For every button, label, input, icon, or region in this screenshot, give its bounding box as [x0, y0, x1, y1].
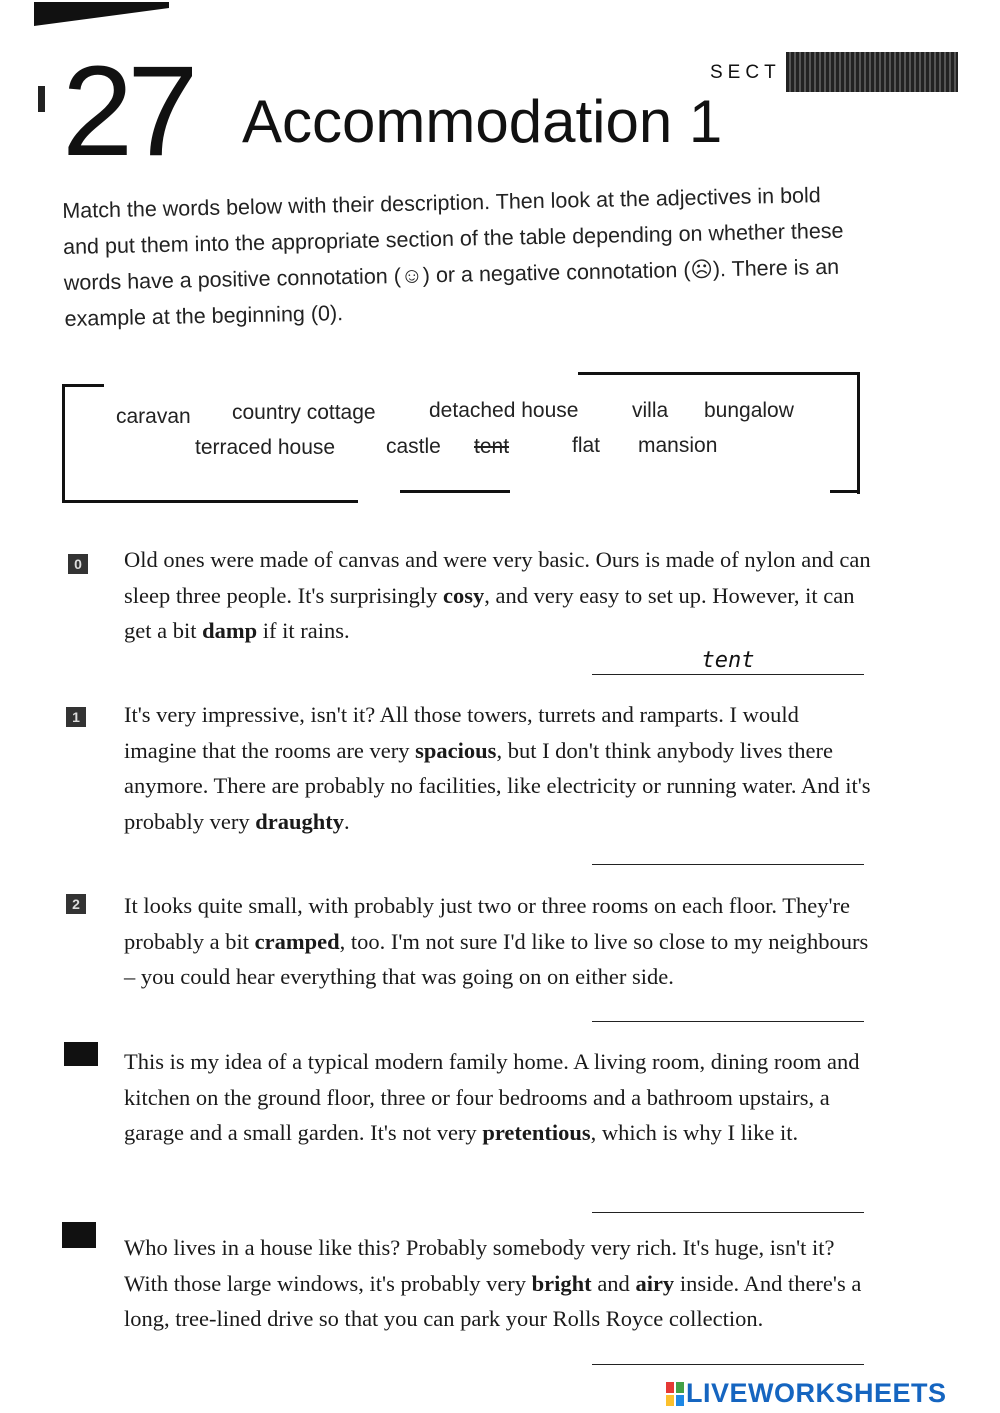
word-box-border: [578, 372, 860, 375]
question-number-marker: 1: [66, 707, 86, 727]
logo-square: [676, 1382, 684, 1393]
answer-line-1[interactable]: [592, 864, 864, 865]
answer-line-3[interactable]: [592, 1212, 864, 1213]
unit-number: 27: [62, 40, 193, 183]
question-text-0: Old ones were made of canvas and were very basic. Ours is made of nylon and can sleep three people. It's surprisingly cosy, and very easy to set up. However, it can get a bit damp if it rains.: [124, 547, 871, 643]
bold-adjective: airy: [635, 1270, 675, 1296]
bold-adjective: cramped: [254, 928, 340, 954]
question-number-marker: 0: [68, 554, 88, 574]
logo-square: [666, 1382, 674, 1393]
logo-square: [676, 1395, 684, 1406]
word-bungalow: bungalow: [704, 399, 794, 422]
bold-adjective: draughty: [255, 808, 344, 834]
bold-adjective: cosy: [442, 582, 485, 608]
question-number-marker: 2: [66, 894, 86, 914]
word-detached-house: detached house: [429, 399, 579, 422]
word-castle: castle: [386, 435, 441, 458]
bold-adjective: pretentious: [482, 1120, 591, 1145]
unit-title: Accommodation 1: [242, 88, 723, 155]
logo-square: [666, 1395, 674, 1406]
word-box-border: [62, 500, 358, 503]
word-country-cottage: country cottage: [232, 401, 376, 424]
question-text-2: It looks quite small, with probably just two or three rooms on each floor. They're probably a bit cramped, too. I'm not sure I'd like to live so close to my neighbours – you could hear everything that was going on on either side.: [124, 893, 869, 989]
word-box-border: [857, 372, 860, 494]
word-flat: flat: [572, 434, 601, 457]
word-box-border: [830, 490, 860, 493]
section-label: SECT: [710, 62, 781, 83]
section-label-block: [786, 52, 958, 92]
bold-adjective: damp: [202, 618, 258, 643]
word-box-border: [62, 384, 104, 387]
answer-line-0[interactable]: [592, 674, 864, 675]
answer-text-0: tent: [701, 648, 755, 673]
word-tent-crossed-out: tent: [474, 435, 510, 458]
liveworksheets-logo-icon: [666, 1382, 684, 1406]
question-number-marker: [64, 1042, 98, 1066]
question-text-1: It's very impressive, isn't it? All those towers, turrets and ramparts. I would imagine that the rooms are very spacious, but I don't think anybody lives there anymore. There are probably no facilities, like electricity or running water. And it's probably very draughty.: [124, 702, 871, 834]
instructions: Match the words below with their description. Then look at the adjectives in bold and put them into the appropriate section of the table depending on whether these words have a positive connotation (☺) or a negative connotation (☹). There is an example at the beginning (0).: [62, 183, 844, 331]
word-terraced-house: terraced house: [195, 436, 336, 459]
scan-artifact: [38, 86, 45, 112]
answer-line-2[interactable]: [592, 1021, 864, 1022]
question-text-3: This is my idea of a typical modern family home. A living room, dining room and kitchen on the ground floor, three or four bedrooms and a bathroom upstairs, a garage and a small garden. It's not very pretentious, which is why I like it.: [124, 1049, 860, 1145]
bold-adjective: spacious: [415, 737, 497, 763]
word-villa: villa: [632, 399, 669, 422]
question-text-4: Who lives in a house like this? Probably somebody very rich. It's huge, isn't it? With those large windows, it's probably very bright and airy inside. And there's a long, tree-lined drive so that you can park your Rolls Royce collection.: [124, 1235, 862, 1331]
word-mansion: mansion: [638, 434, 718, 457]
word-box-border: [400, 490, 510, 493]
bold-adjective: bright: [531, 1270, 592, 1296]
question-number-marker: [62, 1222, 96, 1248]
word-box-border: [62, 384, 65, 502]
word-caravan: caravan: [116, 405, 191, 428]
word-box: [62, 372, 858, 498]
scan-artifact: [34, 2, 169, 26]
liveworksheets-logo: LIVEWORKSHEETS: [686, 1378, 947, 1408]
answer-line-4[interactable]: [592, 1364, 864, 1365]
